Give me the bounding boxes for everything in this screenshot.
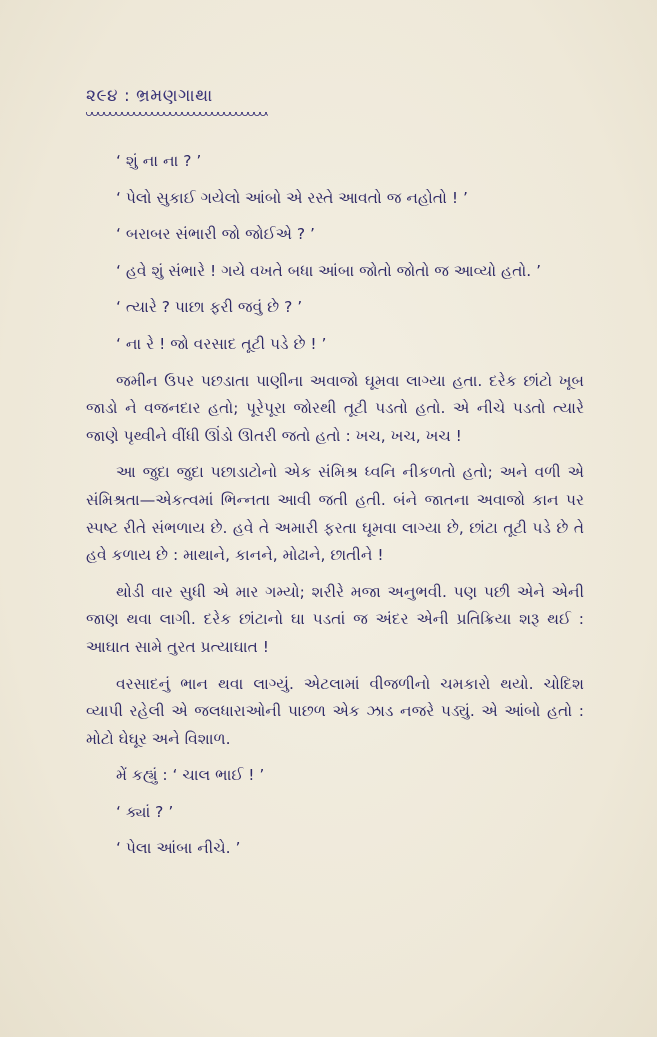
dialogue-line: ‘ પેલા આંબા નીચે. ’ (116, 839, 241, 858)
page-body (86, 148, 584, 872)
dialogue-line: ‘ શું ના ના ? ’ (116, 152, 202, 170)
dialogue-line: ‘ ત્યારે ? પાછા ફરી જવું છે ? ’ (116, 298, 303, 317)
dialogue-line: ‘ ક્યાં ? ’ (116, 802, 174, 821)
narrative-paragraph: આ જુદા જુદા પછાડાટોનો એક સંમિશ્ર ધ્વનિ નીકળતો હતો; અને વળી એ સંમિશ્રતા—એકત્વમાં ભિન્નતા આવી જતી હતી. બંને જાતના અવાજો કાન પર સ્પષ્ટ રીતે સંભળાય છે. હવે તે અમારી ફરતા ઘૂમવા લાગ્યા છે, છાંટા તૂટી પડે છે તે હવે કળાય છે : માથાને, કાનને, મોઢાને, છાતીને ! (86, 463, 584, 565)
narrative-paragraph: વરસાદનું ભાન થવા લાગ્યું. એટલામાં વીજળીનો ચમકારો થયો. ચોદિશ વ્યાપી રહેલી એ જલધારાઓની પાછળ એક ઝાડ નજરે પડ્યું. એ આંબો હતો : મોટો ઘેઘૂર અને વિશાળ. (86, 674, 584, 748)
running-head: ૨૯૪ : ભ્રમણગાથા (86, 86, 213, 106)
dialogue-line: ‘ પેલો સુકાઈ ગયેલો આંબો એ રસ્તે આવતો જ નહોતો ! ’ (116, 188, 468, 207)
narrative-paragraph: જમીન ઉપર પછડાતા પાણીના અવાજો ઘૂમવા લાગ્યા હતા. દરેક છાંટો ખૂબ જાડો ને વજનદાર હતો; પૂરેપૂરા જોરથી તૂટી પડતો હતો. એ નીચે પડતો ત્યારે જાણે પૃથ્વીને વીંધી ઊંડો ઊતરી જતો હતો : ખચ, ખચ, ખચ ! (86, 371, 584, 445)
dialogue-line: ‘ બરાબર સંભારી જો જોઈએ ? ’ (116, 225, 315, 244)
dialogue-line: ‘ ના રે ! જો વરસાદ તૂટી પડે છે ! ’ (116, 334, 327, 353)
narrative-paragraph: થોડી વાર સુધી એ માર ગમ્યો; શરીરે મજા અનુભવી. પણ પછી એને એની જાણ થવા લાગી. દરેક છાંટાનો ઘા પડતાં જ અંદર એની પ્રતિક્રિયા શરૂ થઈ : આઘાત સામે તુરત પ્રત્યાઘાત ! (86, 582, 584, 656)
dialogue-line: ‘ હવે શું સંભારે ! ગયે વખતે બધા આંબા જોતો જોતો જ આવ્યો હતો. ’ (116, 261, 542, 280)
dialogue-line: મેં કહ્યું : ‘ ચાલ ભાઈ ! ’ (116, 766, 265, 785)
header-wavy-rule (86, 112, 268, 118)
